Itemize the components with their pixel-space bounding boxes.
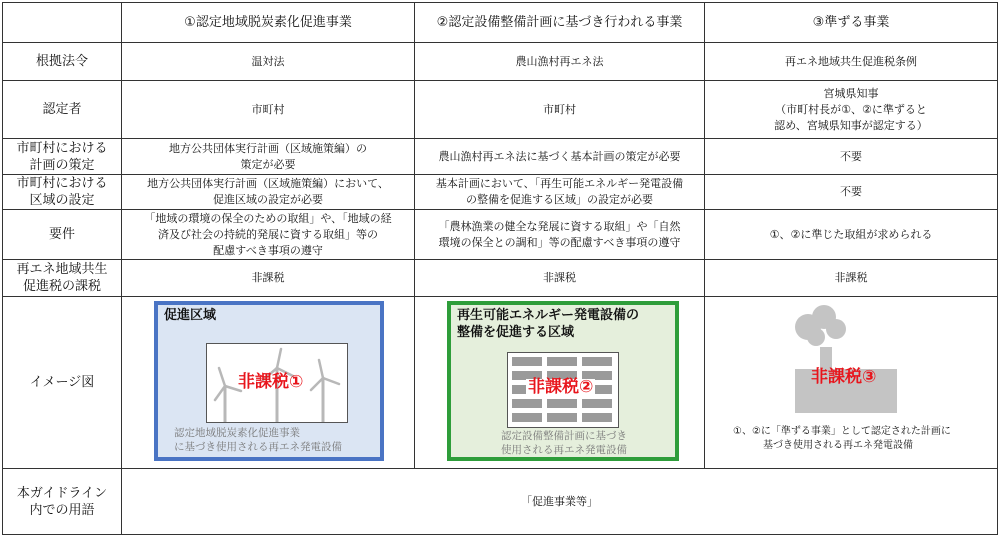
solar-frame — [507, 352, 619, 428]
cell-tax-2: 非課税 — [415, 260, 705, 297]
promotion-zone-title: 促進区域 — [164, 308, 217, 323]
caption-2-line1: 認定設備整備計画に基づき — [501, 430, 627, 442]
comparison-table — [2, 2, 998, 535]
certifier-3-line2: （市町村長が①、②に準ずると — [775, 102, 927, 116]
tax-exempt-label-2: 非課税② — [528, 377, 594, 397]
caption-1-line1: 認定地域脱炭素化促進事業 — [174, 427, 300, 439]
cell-tax-1: 非課税 — [122, 260, 415, 297]
term-label-line2: 内での用語 — [29, 502, 95, 518]
cell-zone-2 — [415, 175, 705, 210]
zone-2-line1: 基本計画において、「再生可能エネルギー発電設備 — [435, 177, 684, 190]
zone-1-line2: 促進区域の設定が必要 — [213, 193, 323, 206]
req-2-line2: 環境の保全との調和」等の配慮すべき事項の遵守 — [438, 235, 681, 249]
table-row — [3, 175, 998, 210]
cell-plan-2: 農山漁村再エネ法に基づく基本計画の策定が必要 — [415, 139, 705, 175]
cell-zone-3: 不要 — [705, 175, 998, 210]
cell-plan-1 — [122, 139, 415, 175]
plan-label-line2: 計画の策定 — [29, 157, 95, 173]
cell-req-2 — [415, 210, 705, 260]
caption-2-line2: 使用される再エネ発電設備 — [501, 444, 627, 456]
cell-zone-1 — [122, 175, 415, 210]
zone-2-line2: の整備を促進する区域」の設定が必要 — [466, 193, 653, 206]
col-header-1: ①認定地域脱炭素化促進事業 — [122, 3, 415, 43]
term-label-line1: 本ガイドライン — [16, 485, 108, 501]
plan-label-line1: 市町村における — [16, 140, 108, 156]
promotion-zone-box — [154, 301, 384, 461]
row-label-req: 要件 — [3, 210, 122, 260]
row-label-plan — [3, 139, 122, 175]
tax-exempt-label-3: 非課税③ — [811, 367, 877, 387]
zone-label-line2: 区域の設定 — [29, 193, 95, 208]
row-label-zone — [3, 175, 122, 210]
col-header-3: ③準ずる事業 — [705, 3, 998, 43]
plan-1-line2: 策定が必要 — [240, 157, 296, 171]
facility-zone-title-line1: 再生可能エネルギー発電設備の — [457, 308, 640, 323]
cell-term-value: 「促進事業等」 — [122, 469, 998, 535]
table-row — [3, 43, 998, 81]
image-row — [3, 297, 998, 469]
facility-zone-box — [447, 301, 679, 461]
tax-label-line2: 促進税の課税 — [22, 279, 101, 294]
req-1-line2: 済及び社会の持続的発展に資する取組」等の — [158, 227, 378, 241]
certifier-3-line3: 認め、宮城県知事が認定する） — [774, 118, 928, 132]
cell-req-3: ①、②に準じた取組が求められる — [705, 210, 998, 260]
zone-1-line1: 地方公共団体実行計画（区域施策編）において、 — [147, 177, 389, 190]
cell-certifier-3 — [705, 81, 998, 139]
cell-certifier-1: 市町村 — [122, 81, 415, 139]
req-1-line1: 「地域の環境の保全のための取組」や、「地域の経 — [144, 211, 392, 225]
factory-icon — [790, 303, 900, 415]
cell-basis-2: 農山漁村再エネ法 — [415, 43, 705, 81]
cell-basis-1: 温対法 — [122, 43, 415, 81]
certifier-3-line1: 宮城県知事 — [823, 86, 879, 100]
image-cell-2 — [415, 297, 705, 469]
zone-label-line1: 市町村における — [16, 176, 108, 191]
table-row — [3, 260, 998, 297]
cell-certifier-2: 市町村 — [415, 81, 705, 139]
row-label-image: イメージ図 — [3, 297, 122, 469]
col-header-2: ②認定設備整備計画に基づき行われる事業 — [415, 3, 705, 43]
header-row — [3, 3, 998, 43]
row-label-basis: 根拠法令 — [3, 43, 122, 81]
plan-1-line1: 地方公共団体実行計画（区域施策編）の — [169, 141, 367, 155]
caption-3-line2: 基づき使用される再エネ発電設備 — [763, 440, 913, 451]
cell-plan-3: 不要 — [705, 139, 998, 175]
cell-req-1 — [122, 210, 415, 260]
req-2-line1: 「農林漁業の健全な発展に資する取組」や「自然 — [438, 219, 681, 233]
cell-tax-3: 非課税 — [705, 260, 998, 297]
image-cell-1 — [122, 297, 415, 469]
caption-1-line2: に基づき使用される再エネ発電設備 — [174, 441, 342, 453]
facility-zone-title-line2: 整備を促進する区域 — [457, 325, 575, 340]
image-cell-3 — [705, 297, 998, 469]
tax-exempt-label-1: 非課税① — [238, 372, 304, 392]
row-label-term — [3, 469, 122, 535]
row-label-certifier: 認定者 — [3, 81, 122, 139]
cell-basis-3: 再エネ地域共生促進税条例 — [705, 43, 998, 81]
table-row — [3, 139, 998, 175]
table-row — [3, 469, 998, 535]
turbine-frame — [206, 343, 348, 423]
req-1-line3: 配慮すべき事項の遵守 — [213, 243, 323, 257]
corner-cell — [3, 3, 122, 43]
caption-3-line1: ①、②に「準ずる事業」として認定された計画に — [733, 426, 951, 437]
tax-label-line1: 再エネ地域共生 — [16, 262, 108, 277]
row-label-tax — [3, 260, 122, 297]
table-row — [3, 210, 998, 260]
table-row — [3, 81, 998, 139]
